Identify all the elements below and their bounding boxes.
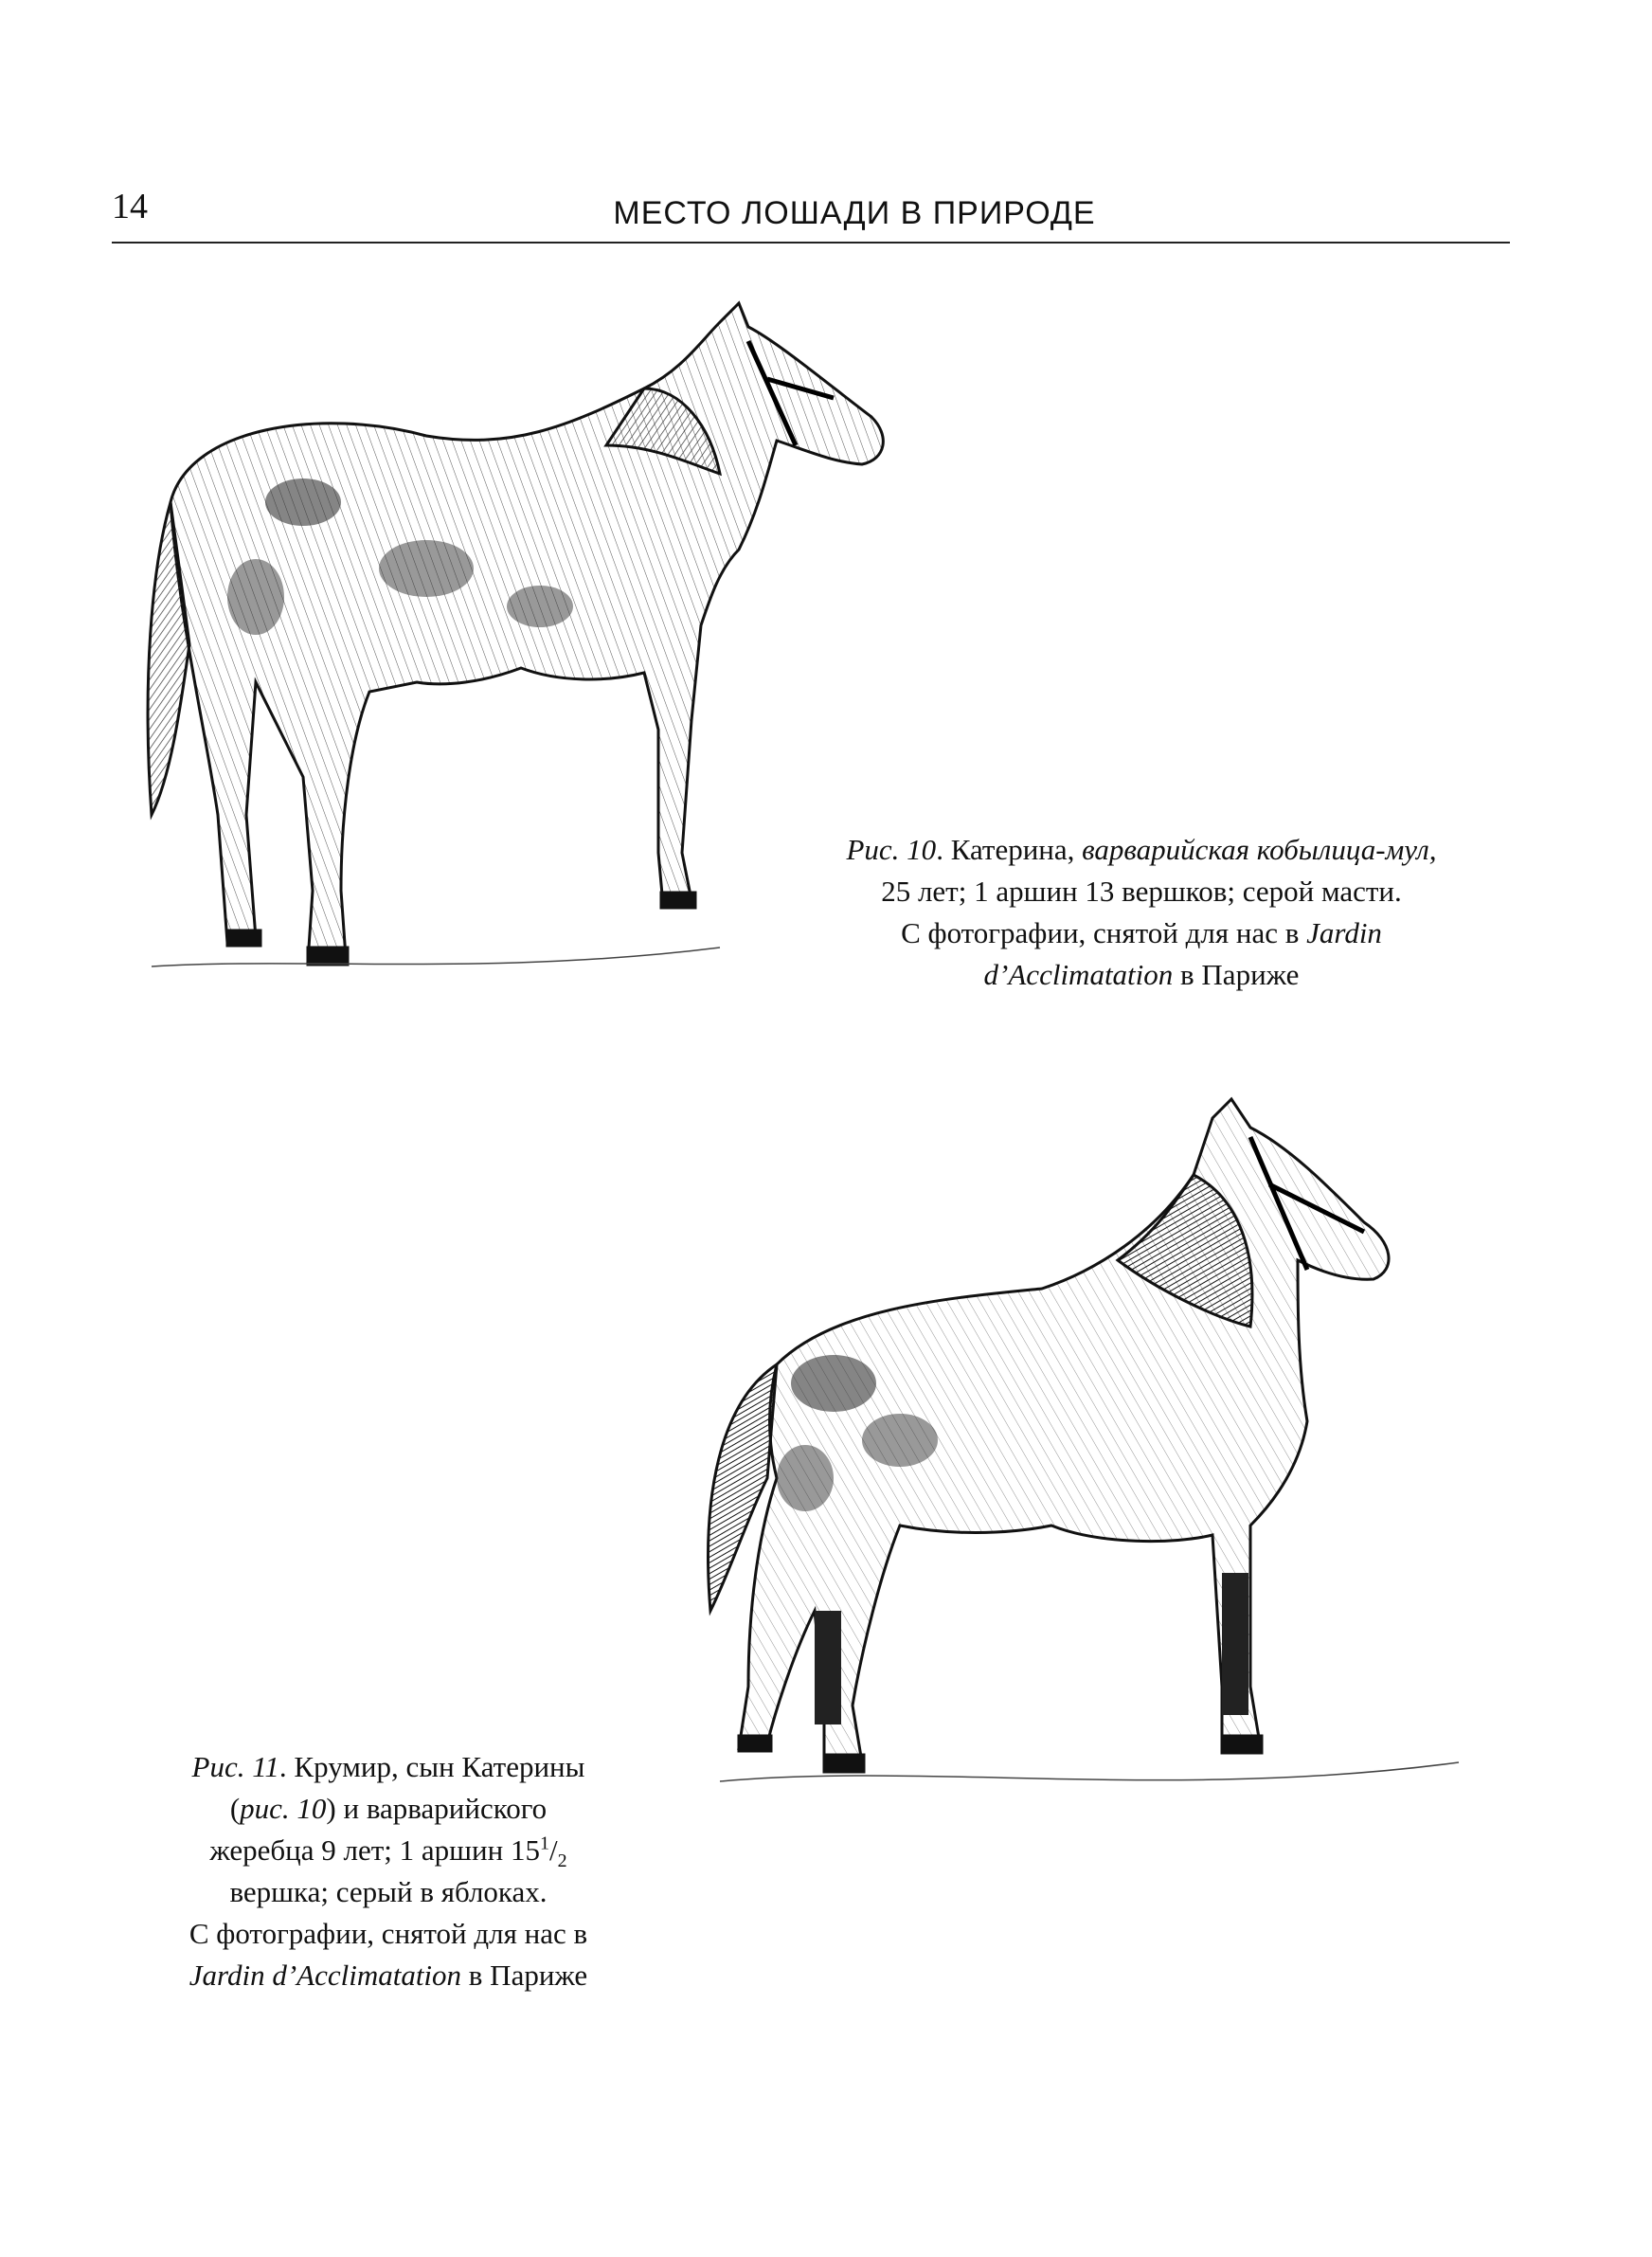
horse-body (709, 1099, 1389, 1772)
caption-line: в Париже (1180, 958, 1300, 991)
caption-line: в Париже (468, 1959, 588, 1992)
fraction-denominator: 2 (557, 1851, 567, 1872)
place-name: d’Acclimatation (983, 958, 1174, 991)
fraction-numerator: 1 (539, 1833, 549, 1854)
caption-line: ( (229, 1792, 241, 1825)
caption-line: жеребца 9 лет; 1 аршин 15 (209, 1833, 540, 1867)
caption-line: С фотографии, снятой для нас в (901, 916, 1300, 949)
running-head: МЕСТО ЛОШАДИ В ПРИРОДЕ (613, 195, 1096, 231)
horse-name: Крумир, (294, 1750, 399, 1783)
figure-11-caption: Рис. 11. Крумир, сын Катерины (рис. 10) и варварийского жеребца 9 лет; 1 аршин $15^1/_2$ вершка; серый в яблоках. С фотографии, снятой для нас в Jardin d’Acclimatation в Париже (104, 1746, 673, 1996)
caption-line: 25 лет; 1 аршин 13 вершков; серой масти. (881, 875, 1402, 908)
page-number: 14 (112, 187, 148, 226)
horse-description: варварийская кобылица-мул, (1082, 833, 1437, 866)
place-name: Jardin d’Acclimatation (189, 1959, 462, 1992)
figure-11-horse-illustration (644, 1080, 1516, 1905)
caption-line: вершка; серый в яблоках. (229, 1875, 548, 1908)
caption-line: ) и варварийского (326, 1792, 548, 1825)
figure-10-caption: Рис. 10. Катерина, варварийская кобылица-мул, 25 лет; 1 аршин 13 вершков; серой масти. С фотографии, снятой для нас в Jardin d’Acclimatation в Париже (748, 829, 1535, 996)
place-name: Jardin (1306, 916, 1382, 949)
figure-label: Рис. 10 (846, 833, 937, 866)
figure-label: Рис. 11 (191, 1750, 279, 1783)
header-rule (112, 242, 1510, 244)
caption-line: С фотографии, снятой для нас в (189, 1917, 588, 1950)
horse-name: Катерина, (950, 833, 1075, 866)
figure-reference: рис. 10 (240, 1792, 327, 1825)
caption-line: сын Катерины (405, 1750, 585, 1783)
